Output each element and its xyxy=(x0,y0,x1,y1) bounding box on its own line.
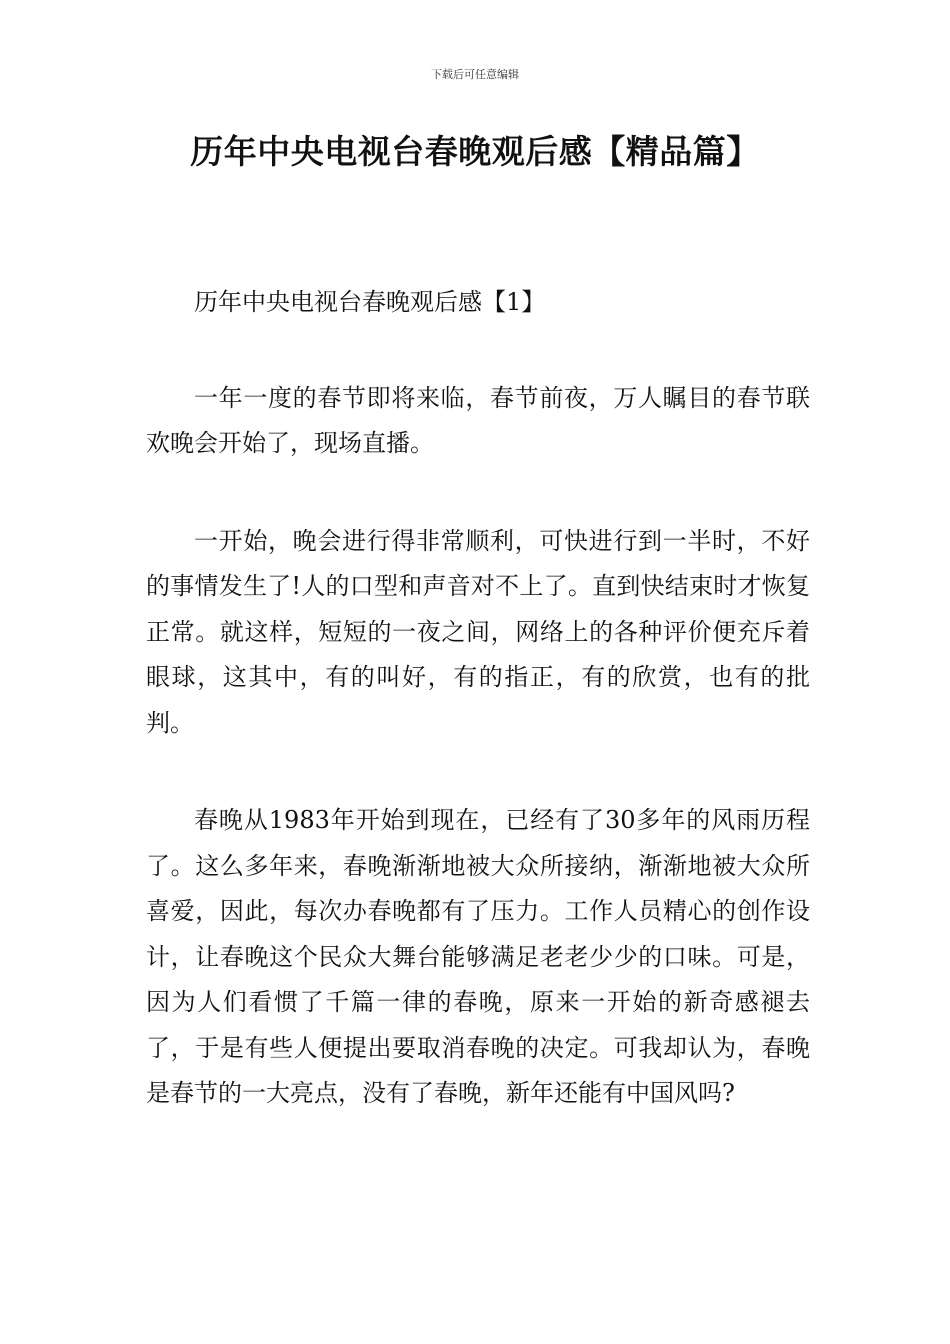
document-title: 历年中央电视台春晚观后感【精品篇】 xyxy=(190,132,760,171)
paragraph-3: 春晚从1983年开始到现在，已经有了30多年的风雨历程了。这么多年来，春晚渐渐地被大众所接纳，渐渐地被大众所喜爱，因此，每次办春晚都有了压力。工作人员精心的创作设计，让春晚这个民众大舞台能够满足老老少少的口味。可是，因为人们看惯了千篇一律的春晚，原来一开始的新奇感褪去了，于是有些人便提出要取消春晚的决定。可我却认为，春晚是春节的一大亮点，没有了春晚，新年还能有中国风吗? xyxy=(146,806,810,1107)
paragraph-1: 一年一度的春节即将来临，春节前夜，万人瞩目的春节联欢晚会开始了，现场直播。 xyxy=(146,383,810,457)
paragraph-2: 一开始，晚会进行得非常顺利，可快进行到一半时，不好的事情发生了!人的口型和声音对不上了。直到快结束时才恢复正常。就这样，短短的一夜之间，网络上的各种评价便充斥着眼球，这其中，有的叫好，有的指正，有的欣赏，也有的批判。 xyxy=(146,526,810,737)
document-body xyxy=(146,280,810,1169)
section-subheading: 历年中央电视台春晚观后感【1】 xyxy=(194,288,546,316)
header-note: 下载后可任意编辑 xyxy=(431,68,519,81)
